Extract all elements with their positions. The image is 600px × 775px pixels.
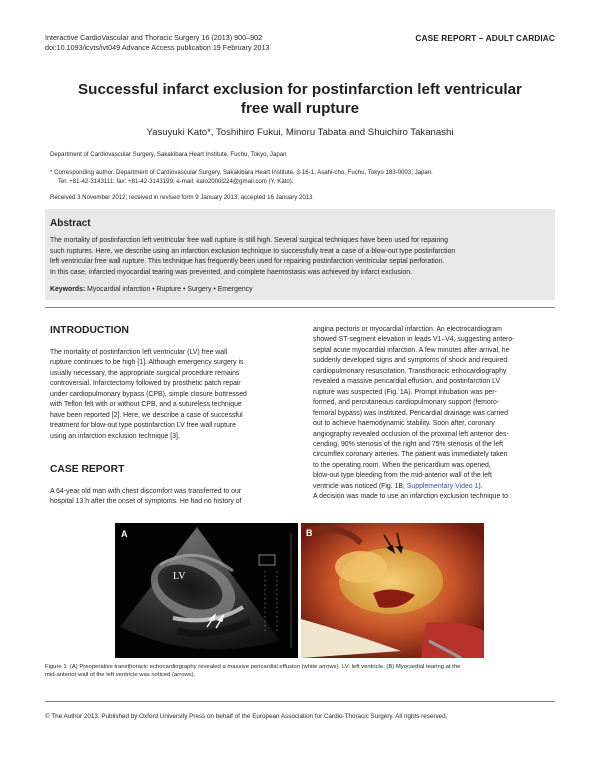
lv-label: LV	[173, 571, 186, 582]
supplementary-video-link[interactable]: Supplementary Video 1	[406, 482, 479, 490]
abstract-text	[50, 236, 550, 278]
text-line: cending, 90% stenosis of the right and 75% stenosis of the left	[313, 440, 503, 448]
abstract-line: In this case, infarcted myocardial tearing was prevented, and complete haemostasis was achieved by infarct exclusion.	[50, 268, 412, 276]
copyright-footer: © The Author 2013. Published by Oxford University Press on behalf of the European Association for Cardio-Thoracic Surgery. All rights reserved.	[45, 713, 448, 720]
text-line: showed ST-segment elevation in leads V1–V4, suggesting antero-	[313, 336, 515, 344]
corresponding-author: * Corresponding author. Department of Cardiovascular Surgery, Sakakibara Heart Institute, 3-16-1, Asahi-cho, Fuchu, Tokyo 183-0003, Japan.	[50, 169, 433, 176]
text-line: cardiopulmonary resuscitation. Transthoracic echocardiography	[313, 367, 507, 375]
journal-citation: Interactive CardioVascular and Thoracic Surgery 16 (2013) 900–902	[45, 33, 263, 42]
text-line: angina pectoris or myocardial infarction. An electrocardiogram	[313, 326, 502, 333]
abstract-line: such ruptures. Here, we describe using an infarction exclusion technique to successfully treat a case of a blow-out type postinfarction	[50, 247, 456, 255]
article-title	[40, 80, 560, 118]
affiliation: Department of Cardiovascular Surgery, Sakakibara Heart Institute, Fuchu, Tokyo, Japan	[50, 151, 287, 158]
text-line: using an infarction exclusion technique [3].	[50, 432, 180, 440]
text-line: angiography revealed occlusion of the proximal left anterior des-	[313, 430, 509, 438]
text-line: formed, and percutaneous cardiopulmonary support (femoro-	[313, 399, 500, 407]
text-line: under cardiopulmonary bypass (CPB), simple closure buttressed	[50, 390, 247, 398]
text-line: femoral bypass) was instituted. Pericardial drainage was carried	[313, 409, 508, 417]
figure-1b-operative-photo	[301, 523, 484, 658]
text-line: suddenly developed signs and symptoms of shock and required	[313, 357, 508, 365]
abstract-line: left ventricular free wall rupture. This technique has frequently been used for repairing postinfarction ventricular septal perforation.	[50, 258, 445, 266]
figure-1-caption	[45, 663, 555, 680]
text-line: blow-out type bleeding from the mid-anterior wall of the left	[313, 472, 492, 480]
keywords-list: Myocardial infarction • Rupture • Surgery • Emergency	[87, 286, 253, 293]
case-report-heading: CASE REPORT	[50, 464, 125, 475]
panel-b-label: B	[306, 528, 313, 538]
text-line	[313, 482, 551, 492]
author-list: Yasuyuki Kato*, Toshihiro Fukui, Minoru Tabata and Shuichiro Takanashi	[146, 127, 454, 138]
footer-divider	[45, 701, 555, 702]
text-line: septal acute myocardial infarction. A few minutes after arrival, he	[313, 346, 510, 354]
keywords	[50, 286, 253, 293]
text-line: usually necessary, the appropriate surgical procedure remains	[50, 369, 240, 377]
text-line: hospital 13 h after the onset of symptoms. He had no history of	[50, 498, 242, 506]
title-line-2: free wall rupture	[240, 100, 360, 117]
text-line: controversial. Infarctectomy followed by prosthetic patch repair	[50, 380, 241, 388]
panel-a-label: A	[121, 529, 128, 539]
abstract-line: The mortality of postinfarction left ventricular free wall rupture is still high. Several surgical techniques have been used for repairing	[50, 237, 448, 244]
text-line: out to achieve haemodynamic stability. Soon after, coronary	[313, 420, 495, 428]
abstract-heading: Abstract	[50, 218, 91, 229]
text-fragment: ).	[478, 482, 483, 490]
case-report-continued	[313, 325, 551, 503]
text-line: rupture continues to be high [1]. Although emergency surgery is	[50, 359, 244, 367]
text-line: The mortality of postinfarction left ventricular (LV) free wall	[50, 349, 228, 356]
section-tag: CASE REPORT – ADULT CARDIAC	[415, 33, 555, 43]
text-line: revealed a massive pericardial effusion, and postinfarction LV	[313, 378, 501, 386]
introduction-text	[50, 348, 290, 442]
contact-details: Tel: +81-42-3143111; fax: +81-42-3143199; e-mail: kato2000l224@gmail.com (Y. Kato).	[58, 178, 294, 185]
text-line: treatment for blow-out type postinfarction LV free wall rupture	[50, 422, 237, 430]
received-dates: Received 3 November 2012; received in revised form 9 January 2013; accepted 16 January 2013	[50, 194, 313, 201]
caption-line: Figure 1: (A) Preoperative transthoracic echocardiography revealed a massive pericardial effusion (white arrows). LV: left ventricle. (B) Myocardial tearing at the	[45, 664, 461, 670]
introduction-heading: INTRODUCTION	[50, 325, 129, 336]
text-line: A decision was made to use an infarction exclusion technique to	[313, 493, 508, 501]
doi-line: doi:10.1093/icvts/ivt049 Advance Access publication 19 February 2013	[45, 43, 270, 52]
keywords-label: Keywords:	[50, 286, 86, 293]
text-line: A 64-year old man with chest discomfort was transferred to our	[50, 488, 242, 495]
abstract-divider	[45, 307, 555, 308]
title-line-1: Successful infarct exclusion for postinfarction left ventricular	[78, 81, 522, 98]
text-line: to the operating room. When the pericardium was opened,	[313, 461, 491, 469]
caption-line: mid-anterior wall of the left ventricle was noticed (arrows).	[45, 672, 196, 679]
case-report-text	[50, 487, 290, 508]
figure-1a-echocardiogram	[115, 523, 298, 658]
text-line: have been reported [2]. Here, we describe a case of successful	[50, 411, 243, 419]
text-line: circumflex coronary arteries. The patient was immediately taken	[313, 451, 508, 459]
text-fragment: ventricle was noticed (Fig. 1B;	[313, 482, 407, 490]
text-line: rupture was suspected (Fig. 1A). Prompt intubation was per-	[313, 388, 497, 396]
text-line: with Teflon felt with or without CPB, and a sutureless technique	[50, 401, 242, 409]
